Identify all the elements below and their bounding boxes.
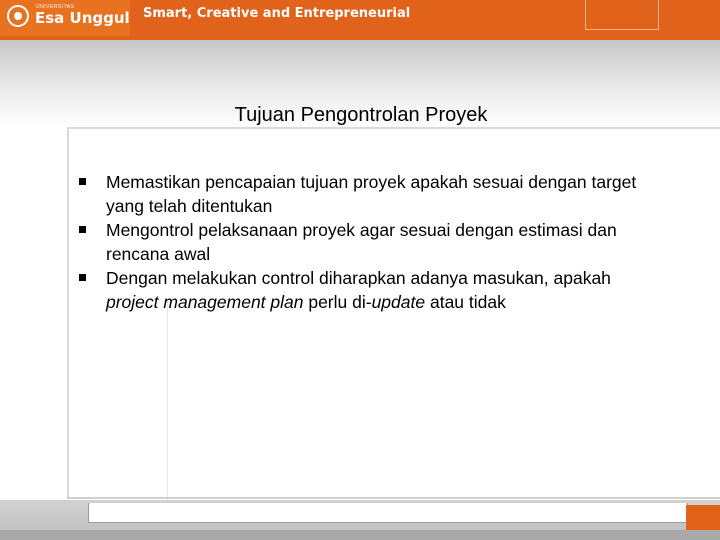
bullet-segment: perlu di- [303, 292, 372, 312]
logo-small-text: UNIVERSITAS [36, 4, 75, 10]
bullet-segment: atau tidak [425, 292, 506, 312]
bullet-list [79, 170, 639, 314]
frame-line-top [67, 127, 720, 129]
footer-strip [0, 530, 720, 540]
bullet-segment: Mengontrol pelaksanaan proyek agar sesuai dengan estimasi dan rencana awal [106, 220, 617, 264]
frame-line-left [67, 127, 69, 499]
logo-emblem-icon [7, 5, 29, 27]
frame-line-inner [167, 300, 168, 500]
bullet-item [79, 266, 639, 314]
bullet-segment: Memastikan pencapaian tujuan proyek apakah sesuai dengan target yang telah ditentukan [106, 172, 637, 216]
bullet-italic-segment: update [371, 292, 426, 312]
bullet-item [79, 218, 639, 266]
bullet-text [106, 268, 611, 312]
frame-line-bottom [67, 497, 720, 499]
header-decoration-box [585, 0, 659, 30]
bullet-item [79, 170, 639, 218]
bullet-square-icon [79, 274, 86, 281]
bullet-italic-segment: project management plan [106, 292, 304, 312]
tagline: Smart, Creative and Entrepreneurial [143, 6, 411, 21]
logo-text: Esa Unggul [35, 9, 130, 27]
university-logo[interactable] [0, 0, 130, 36]
bullet-square-icon [79, 226, 86, 233]
bullet-segment: Dengan melakukan control diharapkan adanya masukan, apakah [106, 268, 611, 288]
bullet-text [106, 220, 617, 264]
bullet-text [106, 172, 636, 216]
slide-title: Tujuan Pengontrolan Proyek [234, 104, 488, 126]
bullet-square-icon [79, 178, 86, 185]
footer-panel [88, 503, 688, 523]
